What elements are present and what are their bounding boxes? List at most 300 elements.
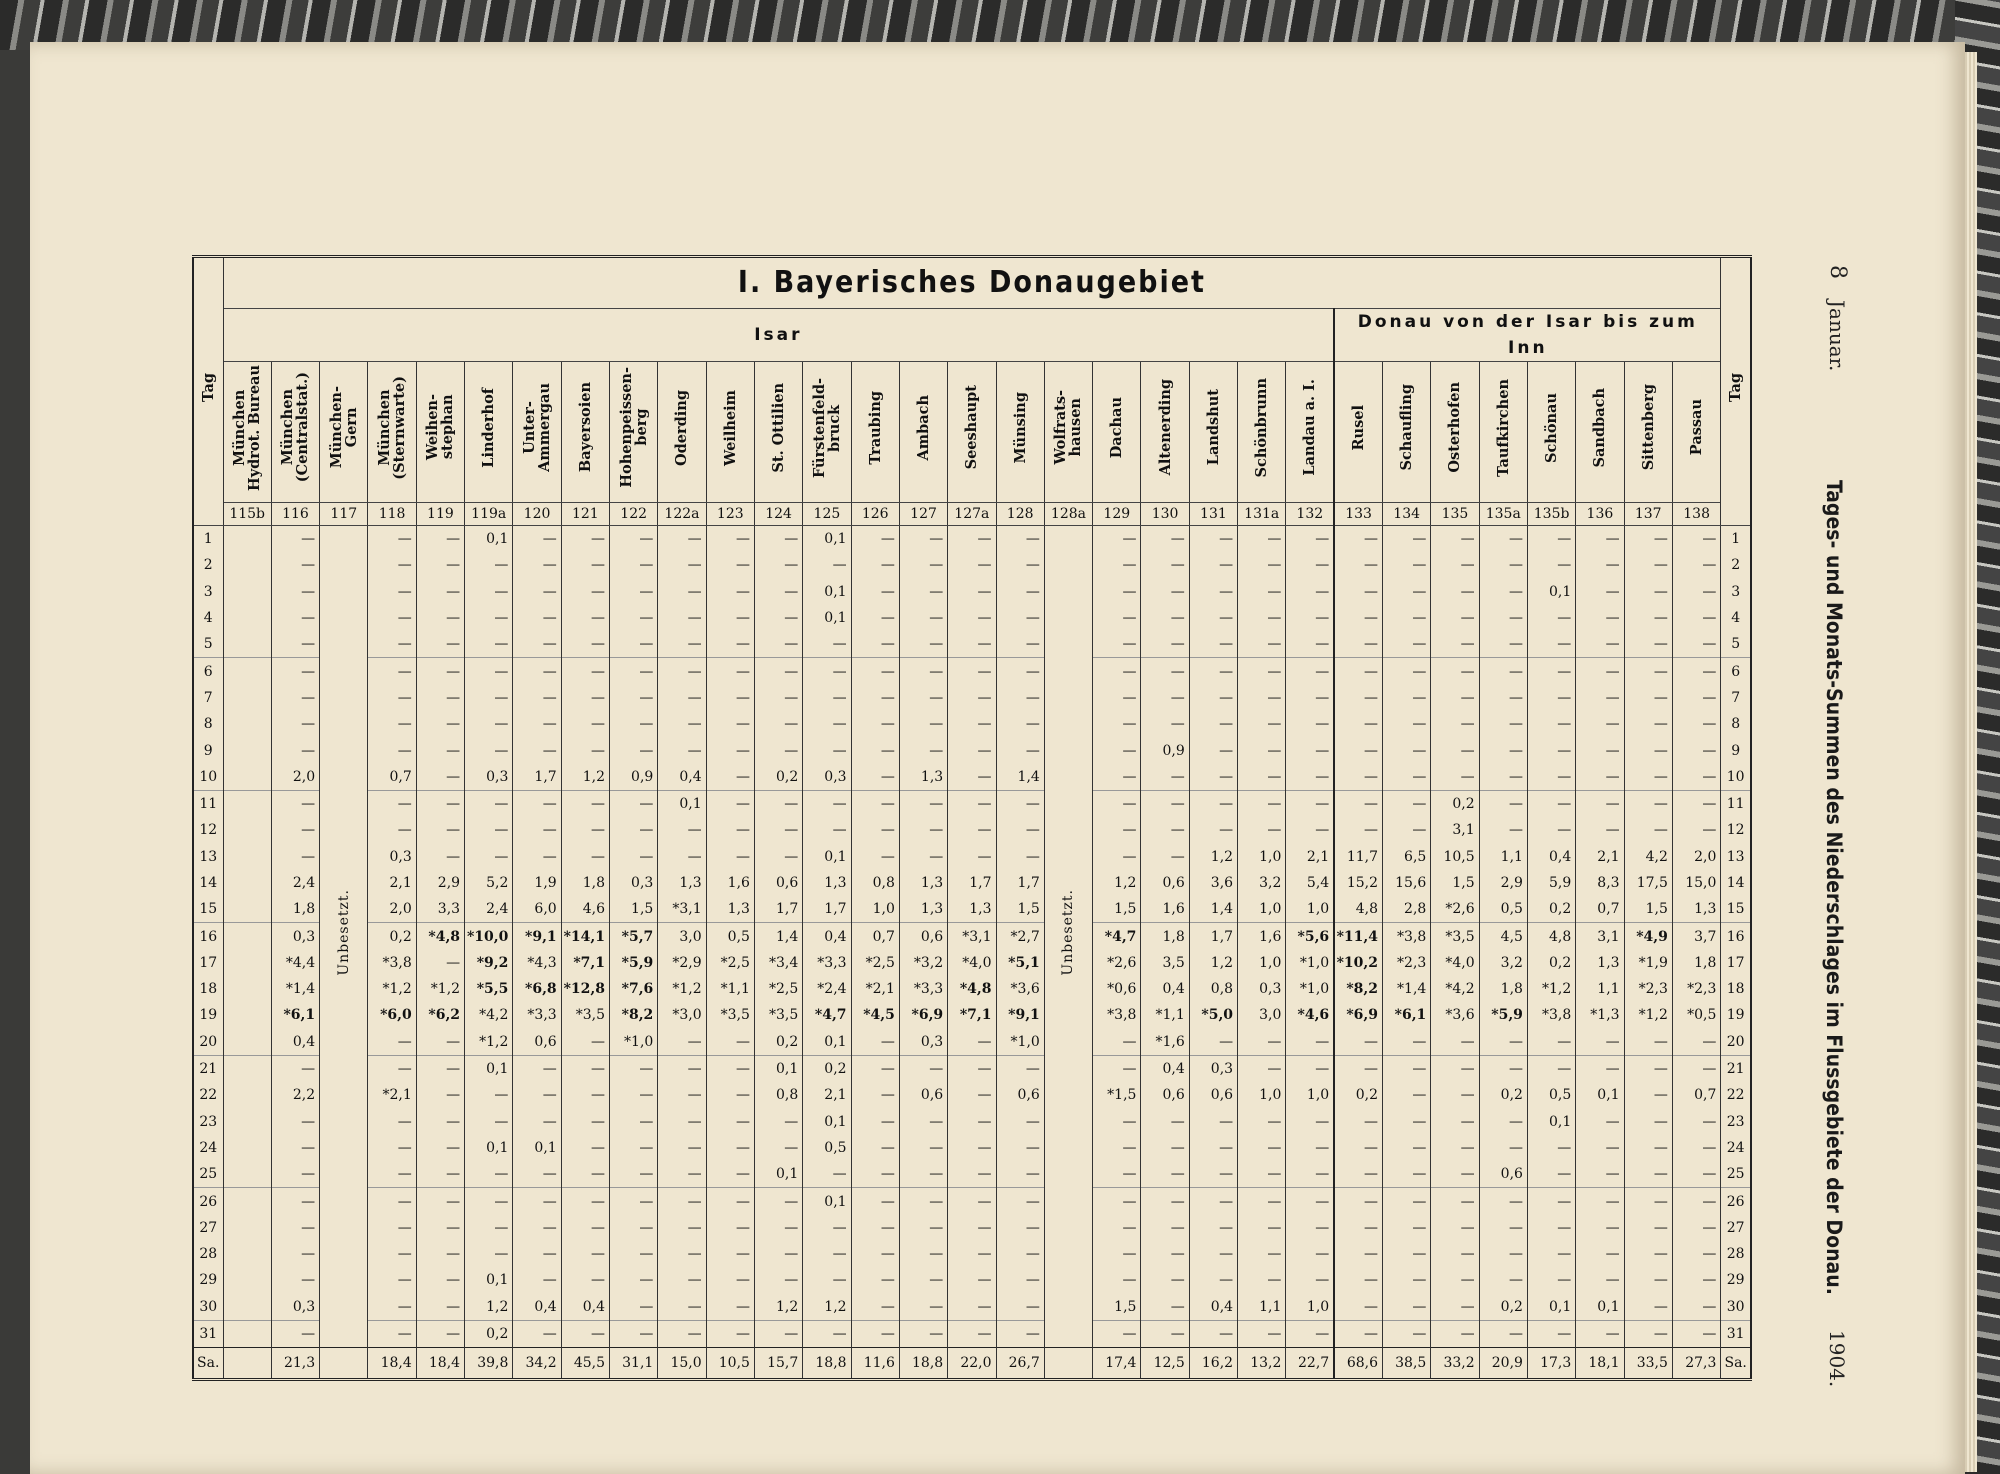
value-cell: — [706,1135,754,1161]
station-number: 117 [320,503,368,526]
sum-cell: 21,3 [271,1348,319,1380]
value-cell: — [1431,737,1479,763]
value-cell: — [658,737,706,763]
value-cell: — [899,1215,947,1241]
value-cell: 0,9 [610,764,658,791]
value-cell: — [706,579,754,605]
value-cell: 3,2 [1238,870,1286,896]
value-cell: 0,2 [803,1055,851,1082]
value-cell: — [996,526,1044,553]
value-cell: 0,4 [1141,976,1189,1002]
value-cell: — [1527,658,1575,685]
sum-cell: 33,2 [1431,1348,1479,1380]
value-cell: — [996,1320,1044,1347]
value-cell: — [610,526,658,553]
sum-cell: 15,0 [658,1348,706,1380]
value-cell [223,1188,271,1215]
value-cell: — [1093,526,1141,553]
value-cell: — [1576,1135,1624,1161]
value-cell: — [658,1294,706,1321]
value-cell: *1,0 [610,1029,658,1056]
value-cell: 0,3 [1189,1055,1237,1082]
value-cell: — [1672,579,1721,605]
value-cell: 0,1 [465,1267,513,1293]
value-cell: — [1479,737,1527,763]
value-cell: — [368,737,416,763]
value-cell: — [1334,817,1382,843]
value-cell: — [754,790,802,817]
day-number: 16 [1721,923,1751,950]
value-cell: — [1479,1029,1527,1056]
value-cell: 1,8 [1479,976,1527,1002]
value-cell: — [465,631,513,658]
value-cell: — [1093,1267,1141,1293]
value-cell: 1,8 [1141,923,1189,950]
value-cell: — [1286,579,1334,605]
station-number: 131a [1238,503,1286,526]
value-cell: 1,7 [996,870,1044,896]
value-cell: — [561,844,609,870]
value-cell: — [416,1215,464,1241]
value-cell: *12,8 [561,976,609,1002]
value-cell: 0,4 [1141,1055,1189,1082]
value-cell: — [996,552,1044,578]
value-cell: — [1093,1135,1141,1161]
value-cell: *3,5 [754,1002,802,1028]
value-cell: 1,4 [754,923,802,950]
value-cell: *3,3 [899,976,947,1002]
day-number: 2 [1721,552,1751,578]
value-cell: — [1527,1267,1575,1293]
value-cell: — [1431,764,1479,791]
value-cell: 4,8 [1334,896,1382,923]
table-row [193,711,1751,737]
value-cell: — [754,1135,802,1161]
station-name: Unter- Ammergau [521,383,554,472]
value-cell: — [1238,685,1286,711]
value-cell [223,605,271,631]
value-cell: — [1672,552,1721,578]
value-cell: — [513,526,561,553]
station-header [996,362,1044,503]
value-cell: 0,2 [1479,1082,1527,1108]
value-cell: — [1672,1267,1721,1293]
station-number: 127a [948,503,996,526]
station-name: Schaufling [1398,384,1416,471]
value-cell: — [948,631,996,658]
value-cell: 1,0 [1238,844,1286,870]
value-cell: — [1672,1241,1721,1267]
station-name: Osterhofen [1446,382,1464,473]
value-cell: — [851,764,899,791]
value-cell: 2,4 [465,896,513,923]
value-cell: *3,3 [513,1002,561,1028]
value-cell: — [899,1109,947,1135]
value-cell: *2,3 [1624,976,1672,1002]
value-cell: — [1238,658,1286,685]
value-cell: — [1624,1161,1672,1188]
value-cell: — [1624,1241,1672,1267]
day-number: 1 [1721,526,1751,553]
value-cell: — [899,1055,947,1082]
value-cell: — [851,1215,899,1241]
value-cell: 0,2 [368,923,416,950]
value-cell: — [1527,817,1575,843]
sum-cell [1044,1348,1092,1380]
value-cell: — [1141,1215,1189,1241]
sum-cell: 39,8 [465,1348,513,1380]
value-cell: — [1093,685,1141,711]
value-cell: 1,7 [1189,923,1237,950]
value-cell: 3,1 [1431,817,1479,843]
value-cell: 0,1 [803,1188,851,1215]
value-cell: — [1672,685,1721,711]
value-cell: 1,1 [1479,844,1527,870]
value-cell: — [465,711,513,737]
value-cell: — [416,737,464,763]
value-cell: — [658,1029,706,1056]
value-cell: — [1383,1082,1431,1108]
value-cell: — [1383,1135,1431,1161]
value-cell [223,817,271,843]
value-cell: *2,6 [1093,950,1141,976]
value-cell: — [996,1294,1044,1321]
value-cell: *1,2 [658,976,706,1002]
sum-cell: 68,6 [1334,1348,1382,1380]
value-cell: — [899,1320,947,1347]
value-cell: *7,6 [610,976,658,1002]
station-header [1141,362,1189,503]
value-cell: — [271,605,319,631]
value-cell: — [1479,817,1527,843]
value-cell: — [1238,1320,1286,1347]
value-cell: 1,4 [996,764,1044,791]
value-cell: — [416,1294,464,1321]
value-cell: — [561,711,609,737]
table-row [193,1135,1751,1161]
value-cell: — [1189,764,1237,791]
value-cell: — [706,1320,754,1347]
value-cell: 0,1 [465,1135,513,1161]
value-cell: — [1238,711,1286,737]
table-row [193,1320,1751,1347]
day-number: 5 [1721,631,1751,658]
value-cell: 1,8 [271,896,319,923]
value-cell: — [416,605,464,631]
value-cell: — [416,1161,464,1188]
value-cell: — [1189,711,1237,737]
station-number: 129 [1093,503,1141,526]
value-cell: — [948,579,996,605]
value-cell: 1,0 [1238,950,1286,976]
value-cell [223,685,271,711]
value-cell: — [658,1188,706,1215]
value-cell: — [610,1267,658,1293]
value-cell: 0,5 [1527,1082,1575,1108]
value-cell: — [1383,1320,1431,1347]
value-cell: 0,5 [706,923,754,950]
value-cell: — [1383,1109,1431,1135]
station-header [1672,362,1721,503]
value-cell: — [1141,844,1189,870]
value-cell: — [899,1188,947,1215]
value-cell: *5,9 [1479,1002,1527,1028]
value-cell: — [1189,579,1237,605]
value-cell: 2,0 [368,896,416,923]
value-cell: — [1576,1029,1624,1056]
station-header [271,362,319,503]
value-cell: 4,5 [1479,923,1527,950]
value-cell: — [1383,685,1431,711]
value-cell [223,950,271,976]
station-header [561,362,609,503]
value-cell: — [1576,685,1624,711]
value-cell: — [1334,1135,1382,1161]
value-cell: — [948,1161,996,1188]
value-cell: — [513,631,561,658]
day-number: 26 [193,1188,223,1215]
value-cell: — [706,552,754,578]
value-cell: — [1093,658,1141,685]
value-cell: *1,0 [996,1029,1044,1056]
value-cell: — [513,1320,561,1347]
value-cell: — [1334,1294,1382,1321]
value-cell: 0,6 [754,870,802,896]
value-cell: — [368,631,416,658]
value-cell: — [706,1109,754,1135]
day-number: 11 [193,790,223,817]
day-number: 27 [193,1215,223,1241]
value-cell: — [1383,552,1431,578]
year-label: 1904. [1825,1330,1849,1388]
value-cell: 4,8 [1527,923,1575,950]
value-cell: — [1286,1029,1334,1056]
value-cell: — [561,685,609,711]
station-number: 119 [416,503,464,526]
value-cell: — [658,1267,706,1293]
value-cell: — [899,526,947,553]
station-header [899,362,947,503]
value-cell: — [1672,1188,1721,1215]
value-cell: — [1141,790,1189,817]
value-cell: — [271,1241,319,1267]
value-cell: — [416,844,464,870]
value-cell: 0,6 [1141,1082,1189,1108]
value-cell: — [1479,685,1527,711]
value-cell: 1,2 [1189,950,1237,976]
value-cell: — [1527,764,1575,791]
value-cell [223,1241,271,1267]
sum-cell: 17,3 [1527,1348,1575,1380]
value-cell: — [658,579,706,605]
value-cell: — [368,1215,416,1241]
value-cell: 1,3 [706,896,754,923]
value-cell: 0,3 [271,1294,319,1321]
value-cell: 1,2 [561,764,609,791]
value-cell: — [803,631,851,658]
value-cell: — [1383,1267,1431,1293]
value-cell: — [513,605,561,631]
value-cell: — [1431,658,1479,685]
value-cell: *4,8 [948,976,996,1002]
sum-cell [320,1348,368,1380]
table-row [193,658,1751,685]
value-cell: *6,8 [513,976,561,1002]
value-cell: — [1286,1320,1334,1347]
value-cell: *3,8 [1383,923,1431,950]
station-name: St. Ottilien [770,382,788,473]
value-cell: 4,2 [1624,844,1672,870]
value-cell: — [996,711,1044,737]
value-cell: — [465,658,513,685]
value-cell: — [1093,552,1141,578]
value-cell: — [1431,1267,1479,1293]
table-title: I. Bayerisches Donaugebiet [223,257,1721,309]
value-cell: *4,3 [513,950,561,976]
value-cell: — [465,790,513,817]
value-cell: — [1334,1215,1382,1241]
value-cell: 1,3 [948,896,996,923]
value-cell: — [368,1161,416,1188]
value-cell: — [1576,790,1624,817]
value-cell: — [948,817,996,843]
value-cell: — [561,790,609,817]
value-cell: — [1093,631,1141,658]
value-cell: — [1431,1109,1479,1135]
value-cell: — [948,1320,996,1347]
value-cell: — [1093,737,1141,763]
value-cell: — [368,1029,416,1056]
value-cell: *3,8 [368,950,416,976]
page-edges [1965,52,1977,1472]
page-number: 8 [1825,265,1850,279]
value-cell: 1,3 [803,870,851,896]
value-cell: — [561,552,609,578]
sum-cell: 27,3 [1672,1348,1721,1380]
station-name: Fürstenfeld- bruck [810,377,843,478]
station-name: Altenerding [1156,379,1174,476]
station-header [803,362,851,503]
station-number: 116 [271,503,319,526]
value-cell: — [1334,526,1382,553]
value-cell: 1,8 [561,870,609,896]
value-cell: — [271,1267,319,1293]
value-cell: — [1286,552,1334,578]
value-cell: *7,1 [561,950,609,976]
value-cell: — [1286,1055,1334,1082]
value-cell: — [706,1055,754,1082]
value-cell: 0,4 [658,764,706,791]
value-cell: — [851,1029,899,1056]
value-cell: — [754,658,802,685]
unbesetzt-label: Unbesetzt. [335,888,352,976]
station-header [754,362,802,503]
value-cell: — [368,1109,416,1135]
value-cell: 1,0 [1238,896,1286,923]
value-cell: 5,9 [1527,870,1575,896]
value-cell: — [1431,605,1479,631]
value-cell: — [754,1188,802,1215]
value-cell: *5,1 [996,950,1044,976]
value-cell: — [803,737,851,763]
value-cell: — [1576,1109,1624,1135]
value-cell [223,1267,271,1293]
value-cell: 2,0 [271,764,319,791]
value-cell: — [1383,1161,1431,1188]
value-cell: — [899,605,947,631]
value-cell: — [899,685,947,711]
value-cell: — [1576,552,1624,578]
day-number: 6 [193,658,223,685]
value-cell: — [899,1135,947,1161]
value-cell: — [948,1241,996,1267]
value-cell: — [1672,1161,1721,1188]
value-cell: — [416,1109,464,1135]
value-cell: — [465,737,513,763]
value-cell: — [1431,685,1479,711]
value-cell: — [996,1055,1044,1082]
day-number: 7 [1721,685,1751,711]
station-name: Rusel [1350,404,1368,451]
value-cell [223,737,271,763]
value-cell: — [1672,1055,1721,1082]
value-cell: 0,6 [1189,1082,1237,1108]
value-cell: — [948,1055,996,1082]
value-cell: — [899,1161,947,1188]
value-cell: *6,1 [1383,1002,1431,1028]
table-row [193,790,1751,817]
value-cell: — [1624,817,1672,843]
value-cell: — [1527,1188,1575,1215]
value-cell: — [851,711,899,737]
value-cell: — [1238,817,1286,843]
value-cell: 2,0 [1672,844,1721,870]
value-cell: — [561,658,609,685]
value-cell: — [754,552,802,578]
value-cell: — [706,1241,754,1267]
value-cell: *1,2 [1527,976,1575,1002]
value-cell: — [899,790,947,817]
station-name: München (Centralstat.) [279,372,312,483]
value-cell: — [706,631,754,658]
sum-cell: 22,7 [1286,1348,1334,1380]
value-cell: — [996,1215,1044,1241]
table-row [193,579,1751,605]
value-cell: — [416,552,464,578]
day-number: 26 [1721,1188,1751,1215]
value-cell: 3,1 [1576,923,1624,950]
value-cell: 0,4 [1189,1294,1237,1321]
value-cell: — [1479,579,1527,605]
tag-header-left: Tag [193,257,223,526]
value-cell: 0,8 [754,1082,802,1108]
value-cell: — [948,1082,996,1108]
value-cell: *6,1 [271,1002,319,1028]
station-number: 137 [1624,503,1672,526]
value-cell: — [1141,658,1189,685]
value-cell: — [1479,552,1527,578]
day-number: 18 [193,976,223,1002]
value-cell: — [948,658,996,685]
value-cell: — [1189,631,1237,658]
day-number: 12 [1721,817,1751,843]
value-cell: — [513,1109,561,1135]
value-cell: — [851,1241,899,1267]
value-cell: 1,3 [899,896,947,923]
value-cell: 1,3 [1672,896,1721,923]
day-number: 24 [193,1135,223,1161]
value-cell: *2,1 [851,976,899,1002]
